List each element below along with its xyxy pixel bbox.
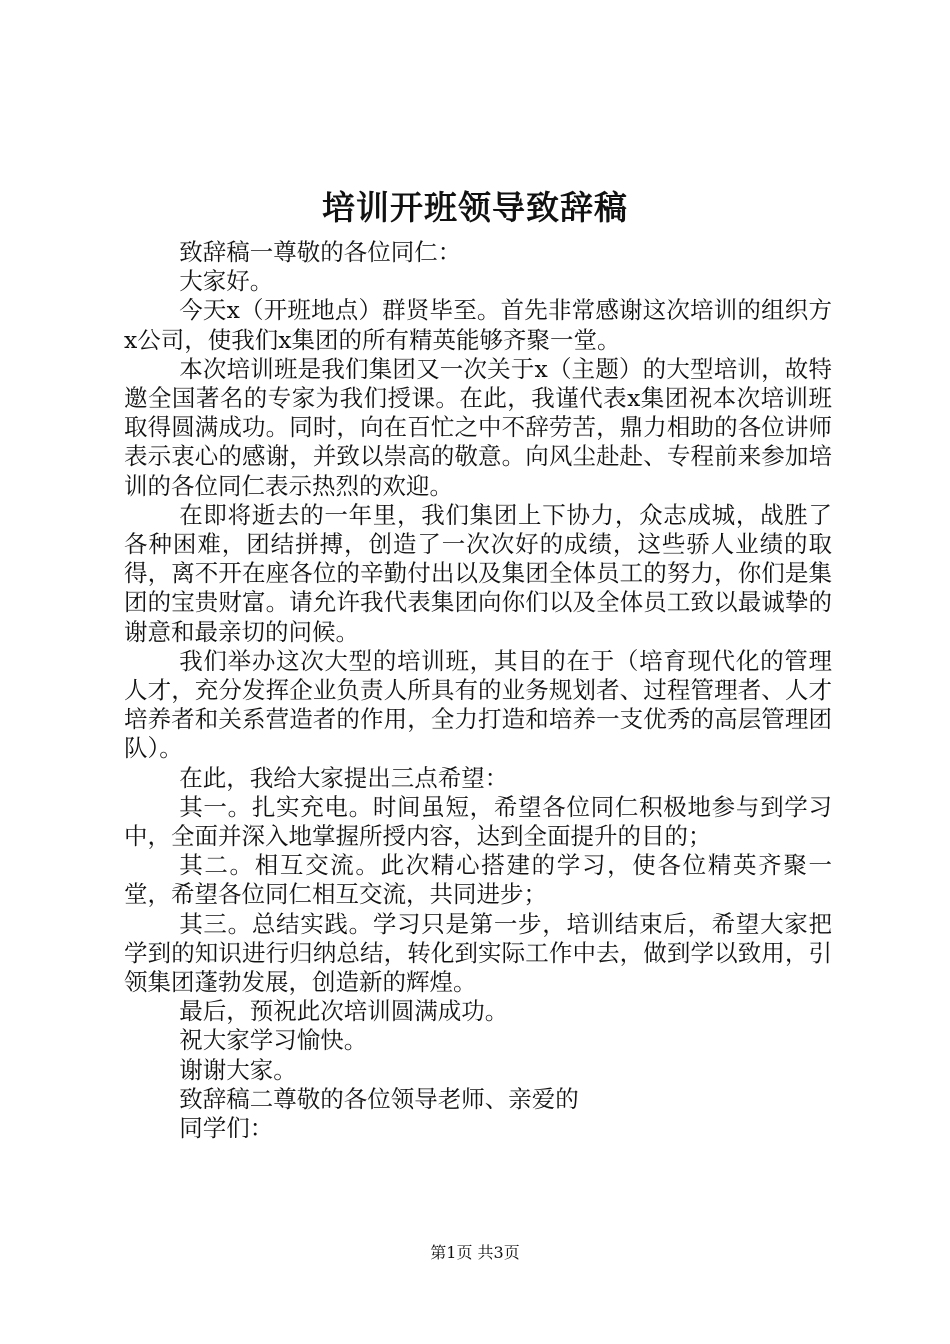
paragraph-study-wish: 祝大家学习愉快。 bbox=[179, 1026, 368, 1055]
document-body bbox=[124, 238, 832, 1143]
paragraph-hope-3: 其三。总结实践。学习只是第一步，培训结束后，希望大家把学到的知识进行归纳总结，转化到实际工作中去，做到学以致用，引领集团蓬勃发展，创造新的辉煌。 bbox=[124, 909, 832, 997]
document-title: 培训开班领导致辞稿 bbox=[322, 188, 628, 227]
paragraph-salutation-2: 致辞稿二尊敬的各位领导老师、亲爱的 bbox=[179, 1084, 579, 1113]
paragraph-thanks: 谢谢大家。 bbox=[179, 1055, 297, 1084]
paragraph-hope-1: 其一。扎实充电。时间虽短，希望各位同仁积极地参与到学习中，全面并深入地掌握所授内容，达到全面提升的目的； bbox=[124, 792, 832, 851]
paragraph-purpose: 我们举办这次大型的培训班，其目的在于（培育现代化的管理人才，充分发挥企业负责人所具有的业务规划者、过程管理者、人才培养者和关系营造者的作用，全力打造和培养一支优秀的高层管理团队）。 bbox=[124, 646, 832, 763]
paragraph-hope-2: 其二。相互交流。此次精心搭建的学习，使各位精英齐聚一堂，希望各位同仁相互交流，共同进步； bbox=[124, 851, 832, 909]
paragraph-salutation-1: 致辞稿一尊敬的各位同仁： bbox=[179, 238, 462, 266]
paragraph-opening: 今天x（开班地点）群贤毕至。首先非常感谢这次培训的组织方x公司，使我们x集团的所有精英能够齐聚一堂。 bbox=[124, 296, 832, 354]
paragraph-salutation-2-cont: 同学们： bbox=[179, 1114, 274, 1143]
paragraph-closing-wish: 最后，预祝此次培训圆满成功。 bbox=[179, 997, 509, 1026]
paragraph-hopes-intro: 在此，我给大家提出三点希望： bbox=[179, 763, 509, 792]
page-footer: 第1页 共3页 bbox=[430, 1243, 520, 1262]
paragraph-training-intro: 本次培训班是我们集团又一次关于x（主题）的大型培训，故特邀全国著名的专家为我们授课。在此，我谨代表x集团祝本次培训班取得圆满成功。同时，向在百忙之中不辞劳苦，鼎力相助的各位讲师表示衷心的感谢，并致以崇高的敬意。向风尘赴赴、专程前来参加培训的各位同仁表示热烈的欢迎。 bbox=[124, 354, 832, 500]
paragraph-greeting: 大家好。 bbox=[179, 267, 274, 296]
paragraph-year-review: 在即将逝去的一年里，我们集团上下协力，众志成城，战胜了各种困难，团结拼搏，创造了一次次好的成绩，这些骄人业绩的取得，离不开在座各位的辛勤付出以及集团全体员工的努力，你们是集团的宝贵财富。请允许我代表集团向你们以及全体员工致以最诚挚的谢意和最亲切的问候。 bbox=[124, 500, 832, 646]
